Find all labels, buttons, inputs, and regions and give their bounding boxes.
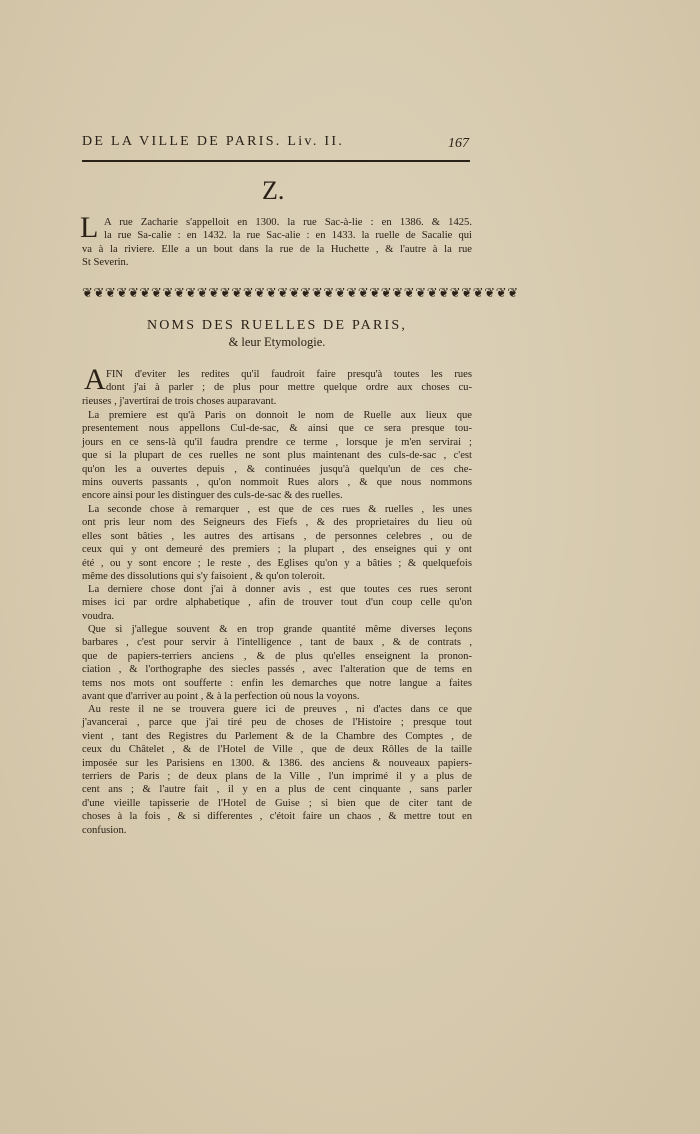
header-rule [82,160,470,162]
text-line: jours en ce sens-là qu'il faudra prendre ce terme , lorsque je m'en servirai ; [82,436,472,448]
running-head: DE LA VILLE DE PARIS. Liv. II. [82,134,345,149]
paragraph-2 [82,409,472,503]
text-line: FIN d'eviter les redites qu'il faudroit faire presqu'à toutes les rues [106,369,472,380]
entry-paragraph-continued [82,243,472,270]
text-line: dont j'ai à parler ; de plus pour mettre quelque ordre aux choses cu- [106,382,472,394]
text-line: elles sont bâties , les autres des artisans , de personnes celebres , ou de [82,530,472,542]
section-title: NOMS DES RUELLES DE PARIS, [146,318,408,333]
paragraph-1-head [106,368,472,395]
text-line: encore ainsi pour les distinguer des culs-de-sac & des ruelles. [82,490,343,502]
text-line: ceux du Châtelet , & de l'Hotel de Ville , que de deux Rôlles de la taille [82,744,472,756]
paragraph-4 [82,583,472,623]
text-line: barbares , c'est pour servir à l'intelligence , tant de baux , & de contrats , [82,637,472,649]
entry-paragraph [104,216,472,243]
text-line: confusion. [82,824,127,836]
text-line: Au reste il ne se trouvera guere ici de preuves , ni d'actes dans ce que [88,704,472,715]
text-line: d'une vieille tapisserie de l'Hotel de Guise ; si bien que de citer tant de [82,797,472,809]
text-line: ciation , & l'orthographe des siecles passés , avec l'alteration que de tems en [82,664,472,676]
body-dropcap: A [84,363,106,396]
text-line: ont pris leur nom des Seigneurs des Fiefs , & des proprietaires du lieu où [82,517,472,529]
paragraph-6 [82,703,472,837]
entry-dropcap: L [80,211,99,244]
ornamental-band: ❦❦❦❦❦❦❦❦❦❦❦❦❦❦❦❦❦❦❦❦❦❦❦❦❦❦❦❦❦❦❦❦❦❦❦❦❦❦ [82,285,519,300]
entry-line: A rue Zacharie s'appelloit en 1300. la rue Sac-à-lie : en 1386. & 1425. [104,217,472,228]
entry-line: va à la riviere. Elle a un bout dans la rue de la Huchette , & l'autre à la rue [82,244,472,255]
text-line: La premiere est qu'à Paris on donnoit le nom de Ruelle aux lieux que [88,410,472,421]
text-line: ceux qui y ont demeuré des premiers ; la plupart , des enseignes qui y ont [82,544,472,556]
text-line: presentement nous appellons Cul-de-sac, & ainsi que ce sera presque tou- [82,423,472,435]
text-line: que de papiers-terriers anciens , & de plus qu'elles enseignent la pronon- [82,650,472,662]
text-line: qu'on les a ouvertes depuis , & continuées jusqu'à quelqu'un de ces che- [82,463,472,475]
text-line: même des dissolutions qui s'y faisoient , & qu'on toleroit. [82,571,326,583]
text-line: La seconde chose à remarquer , est que de ces rues & ruelles , les unes [88,504,472,515]
text-line: La derniere chose dont j'ai à donner avis , est que toutes ces rues seront [88,584,472,595]
text-line: vient , tant des Registres du Parlement & de la Chambre des Comptes , de [82,730,472,742]
text-line: mins ouverts passants , qu'on nommoit Rues alors , & que nous nommons [82,477,472,489]
text-line: rieuses , j'avertirai de trois choses auparavant. [82,396,277,407]
text-line: terriers de Paris ; de deux plans de la Ville , l'un imprimé il y a plus de [82,771,472,783]
text-line: avant que d'arriver au point , & à la perfection où nous la voyons. [82,691,360,703]
page-number: 167 [448,136,469,151]
text-line: été , ou y sont encore ; le reste , des Eglises qu'on y a bâties ; & quelquefois [82,557,472,569]
text-line: j'avancerai , parce que j'ai tiré peu de choses de l'Histoire ; presque tout [82,717,472,729]
section-subtitle: & leur Etymologie. [228,335,326,349]
text-line: voudra. [82,610,115,622]
text-line: Que si j'allegue souvent & en trop grande quantité même diverses leçons [88,624,472,635]
paragraph-3 [82,503,472,583]
text-line: tems nos mots ont soufferte : enfin les demarches que notre langue a faites [82,677,472,689]
text-line: cent ans ; & l'autre fait , il y en a plus de cent cinquante , sans parler [82,784,472,796]
text-line: que si la plupart de ces ruelles ne sont plus maintenant des culs-de-sac , c'est [82,450,472,462]
text-line: mises ici par ordre alphabetique , afin de trouver tout d'un coup celle qu'on [82,597,472,609]
paragraph-1-tail [82,395,472,408]
letter-heading: Z. [262,176,285,205]
entry-line: St Severin. [82,257,129,269]
entry-line: la rue Sa-calie : en 1432. la rue Sac-alie : en 1433. la ruelle de Sacalie qui [104,230,472,242]
paragraph-5 [82,623,472,703]
text-line: imposée sur les Parisiens en 1300. & 1386. des anciens & nouveaux papiers- [82,757,472,769]
text-line: choses à la fois , & si differentes , c'étoit faire un chaos , & mettre tout en [82,811,472,823]
